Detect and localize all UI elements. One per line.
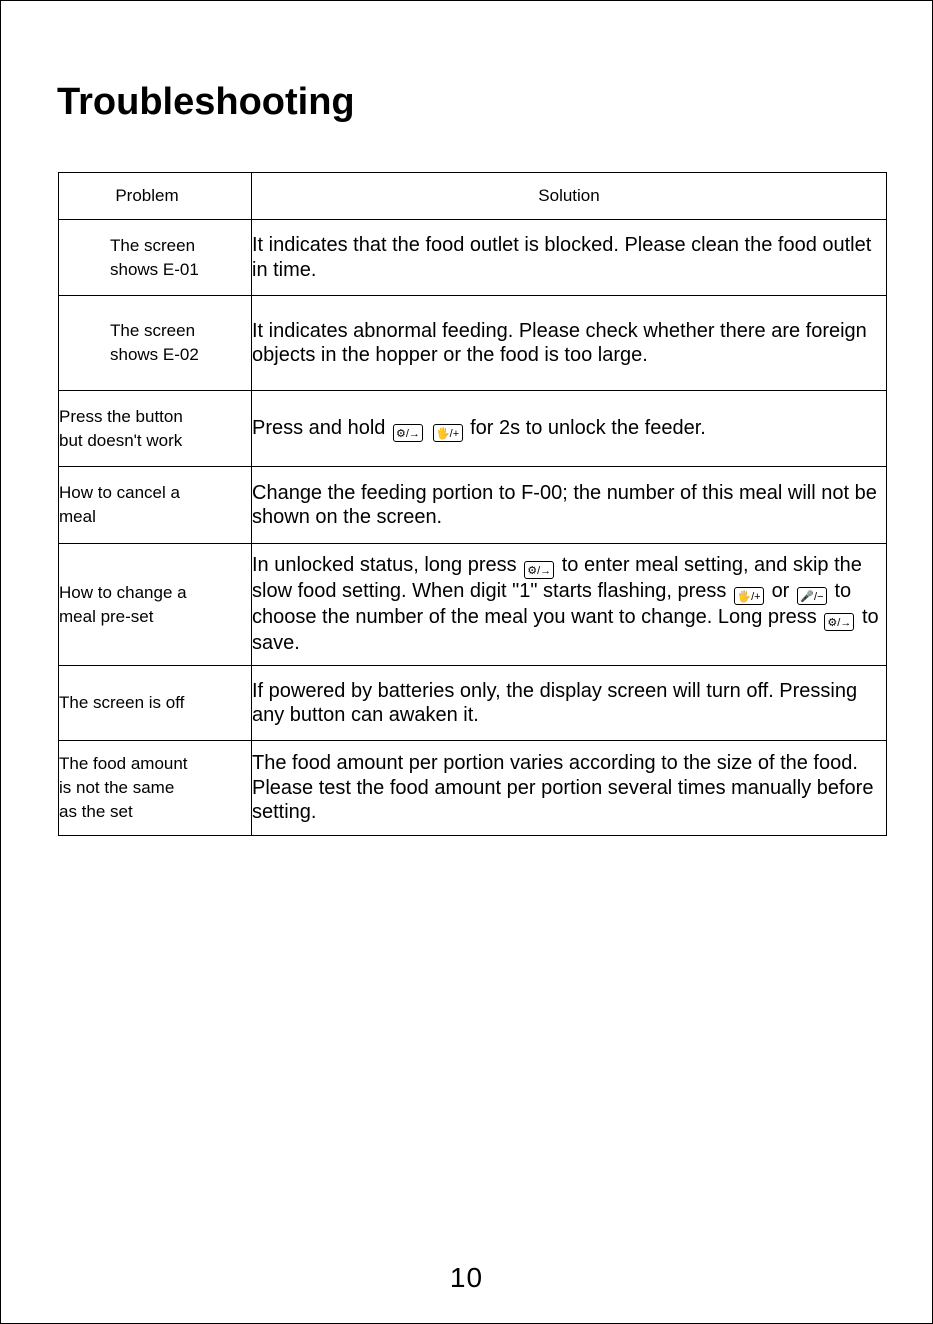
solution-cell: Change the feeding portion to F-00; the number of this meal will not be shown on the screen. bbox=[252, 467, 887, 544]
table-row bbox=[59, 544, 887, 666]
page-title: Troubleshooting bbox=[57, 81, 355, 123]
problem-cell: The food amount is not the same as the set bbox=[59, 741, 252, 836]
table-row bbox=[59, 220, 887, 296]
problem-cell: Press the button but doesn't work bbox=[59, 391, 252, 467]
solution-cell: It indicates abnormal feeding. Please check whether there are foreign objects in the hopper or the food is too large. bbox=[252, 296, 887, 391]
problem-cell: How to cancel a meal bbox=[59, 467, 252, 544]
solution-cell: Press and hold ⚙/→ 🖐/+ for 2s to unlock the feeder. bbox=[252, 391, 887, 467]
problem-cell: The screen shows E-01 bbox=[59, 220, 252, 296]
solution-cell: It indicates that the food outlet is blocked. Please clean the food outlet in time. bbox=[252, 220, 887, 296]
table-header-row bbox=[59, 173, 887, 220]
troubleshooting-table bbox=[58, 172, 887, 836]
page-number: 10 bbox=[449, 1262, 484, 1293]
mic-minus-key-icon: 🎤/− bbox=[797, 587, 827, 605]
table-row bbox=[59, 467, 887, 544]
table-row bbox=[59, 391, 887, 467]
gear-arrow-key-icon: ⚙/→ bbox=[524, 561, 554, 579]
gear-arrow-key-icon: ⚙/→ bbox=[393, 424, 423, 442]
table-row bbox=[59, 666, 887, 741]
solution-header: Solution bbox=[252, 173, 887, 220]
problem-cell: The screen is off bbox=[59, 666, 252, 741]
solution-cell: In unlocked status, long press ⚙/→ to enter meal setting, and skip the slow food setting. When digit "1" starts flashing, press 🖐/+ or 🎤/− to choose the number of the meal you want to change. Long press ⚙/→ to save. bbox=[252, 544, 887, 666]
table-row bbox=[59, 296, 887, 391]
solution-cell: If powered by batteries only, the display screen will turn off. Pressing any button can awaken it. bbox=[252, 666, 887, 741]
problem-cell: How to change a meal pre-set bbox=[59, 544, 252, 666]
table-row bbox=[59, 741, 887, 836]
gear-arrow-key-icon: ⚙/→ bbox=[824, 613, 854, 631]
hand-plus-key-icon: 🖐/+ bbox=[433, 424, 463, 442]
problem-cell: The screen shows E-02 bbox=[59, 296, 252, 391]
problem-header: Problem bbox=[59, 173, 252, 220]
hand-plus-key-icon: 🖐/+ bbox=[734, 587, 764, 605]
solution-cell: The food amount per portion varies according to the size of the food. Please test the food amount per portion several times manually before setting. bbox=[252, 741, 887, 836]
